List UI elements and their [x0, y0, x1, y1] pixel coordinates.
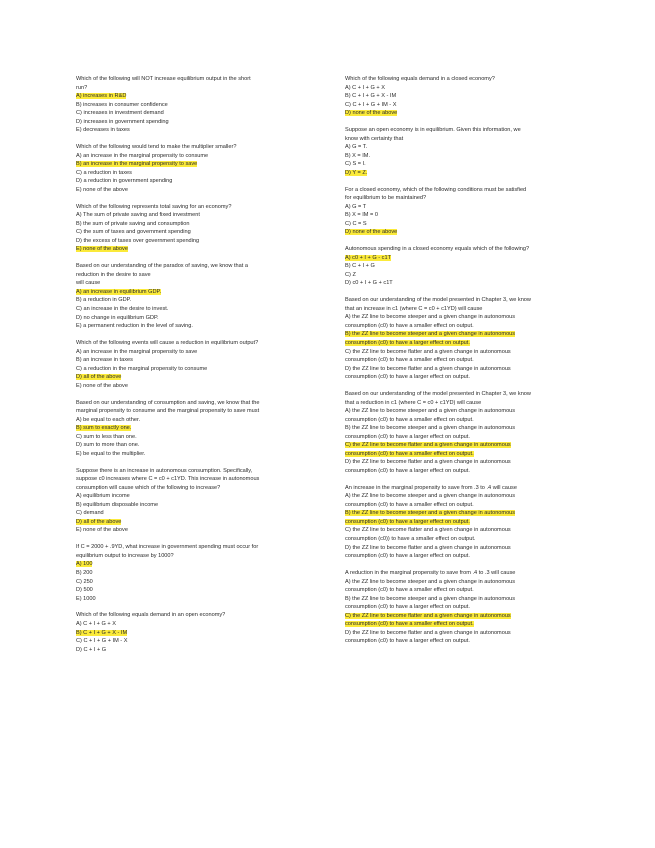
answer-option — [345, 637, 585, 646]
answer-option-text: B) the ZZ line to become steeper and a given change in autonomous — [345, 331, 516, 338]
answer-option — [345, 262, 585, 271]
answer-option-text: C) an increase in the desire to invest. — [76, 306, 169, 313]
answer-option — [345, 407, 585, 416]
answer-option-highlighted — [345, 330, 585, 339]
answer-option-text: consumption (c0) to have a larger effect on output. — [345, 467, 470, 474]
answer-option — [76, 126, 316, 135]
answer-option — [345, 160, 585, 169]
answer-option-text: B) C + I + G — [345, 263, 375, 270]
answer-option-text: E) none of the above — [76, 246, 128, 253]
answer-option-text: A) an increase in the marginal propensity to consume — [76, 152, 209, 159]
answer-option-text: D) the ZZ line to become flatter and a given change in autonomous — [345, 459, 511, 466]
answer-option — [76, 578, 316, 587]
answer-option — [345, 416, 585, 425]
answer-option-text: consumption (c0) to have a smaller effect on output. — [345, 416, 474, 423]
answer-option — [76, 305, 316, 314]
answer-option — [76, 169, 316, 178]
answer-option-highlighted — [76, 629, 316, 638]
answer-option — [345, 501, 585, 510]
answer-option — [76, 211, 316, 220]
answer-option-highlighted — [76, 518, 316, 527]
answer-option-text: consumption (c0) to have a larger effect on output. — [345, 374, 470, 381]
answer-option-text: C) the ZZ line to become flatter and a given change in autonomous — [345, 612, 511, 619]
answer-option-text: C) a reduction in taxes — [76, 169, 132, 176]
question-text: Which of the following will NOT increase equilibrium output in the short — [76, 76, 251, 82]
answer-option — [76, 118, 316, 127]
answer-option-text: C) C + I + G + IM - X — [76, 638, 128, 645]
question-block — [345, 245, 585, 288]
left-column — [76, 75, 316, 662]
answer-option — [76, 109, 316, 118]
answer-option — [76, 595, 316, 604]
answer-option — [76, 433, 316, 442]
answer-option-text: consumption (c0) to have a larger effect on output. — [345, 604, 470, 611]
answer-option — [76, 228, 316, 237]
question-text: Based on our understanding of the paradox of saving, we know that a — [76, 263, 248, 270]
answer-option-text: C) a reduction in the marginal propensity to consume — [76, 365, 208, 372]
answer-option-text: A) the ZZ line to become steeper and a given change in autonomous — [345, 408, 516, 415]
answer-option-text: A) G = T. — [345, 144, 368, 151]
question-text: that a reduction in c1 (where C = c0 + c1YD) will cause — [345, 399, 482, 406]
answer-option — [76, 526, 316, 535]
question-text: Suppose an open economy is in equilibrium. Given this information, we — [345, 127, 521, 134]
question-block — [76, 262, 316, 330]
answer-option-text: D) all of the above — [76, 374, 122, 381]
answer-option-text: E) decreases in taxes — [76, 127, 130, 134]
question-text: for equilibrium to be maintained? — [345, 195, 427, 202]
answer-option — [345, 629, 585, 638]
question-text: run? — [76, 84, 88, 91]
question-text: consumption will cause which of the following to increase? — [76, 484, 221, 491]
answer-option-text: D) the ZZ line to become flatter and a given change in autonomous — [345, 365, 511, 372]
answer-option-text: C) the sum of taxes and government spending — [76, 229, 191, 236]
answer-option-highlighted — [76, 288, 316, 297]
answer-option-text: consumption (c0) to have a smaller effect on output. — [345, 501, 474, 508]
question-text: Which of the following equals demand in a closed economy? — [345, 76, 495, 82]
answer-option — [76, 646, 316, 655]
answer-option — [345, 84, 585, 93]
question-block — [345, 186, 585, 237]
answer-option-highlighted — [345, 254, 585, 263]
answer-option-highlighted — [76, 160, 316, 169]
answer-option-text: consumption (c0) to have a larger effect on output. — [345, 553, 470, 560]
answer-option — [345, 143, 585, 152]
answer-option-text: C) the ZZ line to become flatter and a given change in autonomous — [345, 442, 511, 449]
answer-option — [345, 458, 585, 467]
answer-option-text: C) Z — [345, 271, 356, 278]
answer-option-text: B) sum to exactly one. — [76, 425, 132, 432]
answer-option — [76, 365, 316, 374]
answer-option-text: E) none of the above — [76, 186, 128, 193]
answer-option-text: consumption (c0) to have a larger effect on output. — [345, 339, 470, 346]
question-text: Autonomous spending in a closed economy equals which of the following? — [345, 246, 530, 253]
answer-option — [345, 373, 585, 382]
answer-option — [76, 314, 316, 323]
answer-option-text: D) none of the above — [345, 110, 398, 117]
answer-option-text: C) increases in investment demand — [76, 110, 164, 117]
answer-option — [345, 433, 585, 442]
answer-option-text: B) the ZZ line to become steeper and a given change in autonomous — [345, 595, 516, 602]
answer-option-text: D) c0 + I + G + c1T — [345, 280, 393, 287]
answer-option — [76, 237, 316, 246]
answer-option — [76, 441, 316, 450]
answer-option-text: A) c0 + I + G - c1T — [345, 254, 392, 261]
answer-option — [76, 186, 316, 195]
answer-option-text: B) the ZZ line to become steeper and a given change in autonomous — [345, 510, 516, 517]
question-text: Based on our understanding of the model presented in Chapter 3, we know — [345, 297, 531, 304]
question-block — [76, 339, 316, 390]
question-text: Which of the following equals demand in an open economy? — [76, 612, 226, 619]
question-text: Which of the following would tend to make the multiplier smaller? — [76, 144, 237, 151]
answer-option-text: A) G = T — [345, 203, 367, 210]
answer-option-text: C) 250 — [76, 578, 93, 585]
answer-option — [76, 569, 316, 578]
question-block — [76, 467, 316, 535]
question-text: Based on our understanding of consumption and saving, we know that the — [76, 399, 260, 406]
answer-option — [345, 424, 585, 433]
answer-option-highlighted — [345, 450, 585, 459]
answer-option — [76, 356, 316, 365]
question-block — [345, 75, 585, 118]
answer-option-text: C) C + I + G + IM - X — [345, 101, 397, 108]
answer-option-text: D) none of the above — [345, 229, 398, 236]
answer-option — [76, 637, 316, 646]
answer-option-text: D) sum to more than one. — [76, 442, 140, 449]
answer-option-text: D) no change in equilibrium GDP. — [76, 314, 159, 321]
answer-option-highlighted — [345, 518, 585, 527]
question-text: marginal propensity to consume and the marginal propensity to save must — [76, 408, 260, 415]
answer-option — [76, 101, 316, 110]
answer-option — [76, 382, 316, 391]
answer-option-text: A) increases in R&D — [76, 93, 127, 100]
answer-option-text: C) the ZZ line to become flatter and a given change in autonomous — [345, 348, 511, 355]
answer-option-highlighted — [345, 169, 585, 178]
question-block — [345, 126, 585, 177]
answer-option — [345, 578, 585, 587]
answer-option-text: D) increases in government spending — [76, 118, 169, 125]
question-text: A reduction in the marginal propensity to save from .4 to .3 will cause — [345, 569, 516, 576]
answer-option — [345, 595, 585, 604]
answer-option-text: D) 500 — [76, 587, 93, 594]
answer-option — [76, 492, 316, 501]
question-text: Suppose there is an increase in autonomous consumption. Specifically, — [76, 467, 253, 474]
answer-option-text: C) sum to less than one. — [76, 433, 137, 440]
answer-option-text: C) S = I. — [345, 161, 366, 168]
answer-option-text: D) all of the above — [76, 518, 122, 525]
question-block — [345, 390, 585, 475]
answer-option — [76, 152, 316, 161]
answer-option-text: D) the excess of taxes over government spending — [76, 237, 200, 244]
answer-option — [345, 526, 585, 535]
answer-option-highlighted — [345, 109, 585, 118]
answer-option-text: A) the ZZ line to become steeper and a given change in autonomous — [345, 314, 516, 321]
answer-option-text: A) an increase in the marginal propensity to save — [76, 348, 198, 355]
answer-option — [345, 313, 585, 322]
answer-option-text: A) the ZZ line to become steeper and a given change in autonomous — [345, 578, 516, 585]
answer-option-highlighted — [345, 441, 585, 450]
answer-option — [345, 152, 585, 161]
answer-option-text: A) The sum of private saving and fixed investment — [76, 212, 200, 219]
answer-option — [345, 603, 585, 612]
answer-option-text: C) C = S — [345, 220, 367, 227]
answer-option-text: A) the ZZ line to become steeper and a given change in autonomous — [345, 493, 516, 500]
question-text: For a closed economy, which of the following conditions must be satisfied — [345, 186, 527, 193]
answer-option-text: consumption (c0) to have a smaller effect on output. — [345, 587, 474, 594]
answer-option-text: D) a reduction in government spending — [76, 178, 173, 185]
question-block — [345, 569, 585, 646]
question-block — [345, 484, 585, 561]
answer-option-text: A) C + I + G + X — [345, 84, 385, 91]
answer-option — [76, 348, 316, 357]
answer-option — [345, 492, 585, 501]
question-text: A) be equal to each other. — [76, 416, 141, 423]
answer-option-text: B) the sum of private saving and consumption — [76, 220, 190, 227]
question-text: suppose c0 increases where C = c0 + c1YD. This increase in autonomous — [76, 476, 260, 483]
answer-option — [76, 620, 316, 629]
question-text: reduction in the desire to save — [76, 271, 151, 278]
answer-option-text: B) C + I + G + X - IM — [76, 629, 128, 636]
question-text: An increase in the marginal propensity to save from .3 to .4 will cause — [345, 484, 517, 491]
answer-option-text: C) the ZZ line to become flatter and a given change in autonomous — [345, 527, 511, 534]
answer-option-text: A) an increase in equilibrium GDP. — [76, 288, 162, 295]
answer-option — [345, 356, 585, 365]
answer-option — [345, 365, 585, 374]
question-text: Which of the following represents total saving for an economy? — [76, 203, 232, 210]
answer-option-highlighted — [345, 339, 585, 348]
answer-option-text: consumption (c0) to have a smaller effect on output. — [345, 621, 474, 628]
answer-option — [345, 322, 585, 331]
answer-option-text: D) the ZZ line to become flatter and a given change in autonomous — [345, 629, 511, 636]
question-block — [76, 543, 316, 603]
answer-option-text: B) 200 — [76, 569, 93, 576]
answer-option-text: A) 100 — [76, 561, 93, 568]
answer-option-text: consumption (c0)) to have a smaller effect on output. — [345, 536, 476, 543]
answer-option-text: E) none of the above — [76, 527, 128, 534]
answer-option — [345, 467, 585, 476]
answer-option — [76, 586, 316, 595]
answer-option — [76, 501, 316, 510]
answer-option-text: consumption (c0) to have a larger effect on output. — [345, 638, 470, 645]
answer-option-text: B) X = IM. — [345, 152, 371, 159]
answer-option-text: consumption (c0) to have a larger effect on output. — [345, 518, 470, 525]
answer-option — [345, 211, 585, 220]
answer-option — [345, 535, 585, 544]
question-text: If C = 2000 + .9YD, what increase in government spending must occur for — [76, 544, 259, 551]
question-block — [76, 611, 316, 654]
answer-option-highlighted — [345, 612, 585, 621]
answer-option-text: D) Y = Z. — [345, 169, 368, 176]
answer-option — [345, 552, 585, 561]
answer-option — [345, 101, 585, 110]
answer-option — [345, 586, 585, 595]
answer-option-highlighted — [76, 92, 316, 101]
answer-option-text: A) C + I + G + X — [76, 621, 116, 627]
answer-option — [345, 203, 585, 212]
answer-option-highlighted — [76, 424, 316, 433]
question-block — [76, 399, 316, 459]
answer-option-text: D) C + I + G — [76, 646, 107, 653]
answer-option-text: consumption (c0) to have a larger effect on output. — [345, 433, 470, 440]
answer-option-text: B) C + I + G + X - IM — [345, 93, 397, 100]
answer-option-text: A) equilibrium income — [76, 493, 130, 500]
answer-option-text: B) an increase in the marginal propensity to save — [76, 161, 198, 168]
question-block — [76, 143, 316, 194]
question-text: equilibrium output to increase by 1000? — [76, 552, 174, 559]
answer-option-text: B) an increase in taxes — [76, 357, 133, 364]
question-block — [345, 296, 585, 381]
answer-option-highlighted — [76, 373, 316, 382]
answer-option — [76, 450, 316, 459]
answer-option-text: E) be equal to the multiplier. — [76, 450, 146, 457]
answer-option-text: B) a reduction in GDP. — [76, 297, 132, 304]
answer-option-text: E) a permanent reduction in the level of saving. — [76, 323, 193, 330]
answer-option — [76, 509, 316, 518]
answer-option-highlighted — [345, 228, 585, 237]
answer-option-text: B) increases in consumer confidence — [76, 101, 168, 108]
answer-option — [345, 220, 585, 229]
right-column — [345, 75, 585, 654]
answer-option — [76, 177, 316, 186]
answer-option-text: consumption (c0) to have a smaller effect on output. — [345, 450, 474, 457]
answer-option — [345, 92, 585, 101]
answer-option-text: D) the ZZ line to become flatter and a given change in autonomous — [345, 544, 511, 551]
question-text: will cause — [76, 280, 101, 287]
answer-option-text: consumption (c0) to have a smaller effect on output. — [345, 357, 474, 364]
answer-option-text: E) none of the above — [76, 382, 128, 389]
answer-option — [345, 271, 585, 280]
question-text: know with certainty that — [345, 135, 404, 142]
answer-option-text: B) the ZZ line to become steeper and a given change in autonomous — [345, 425, 516, 432]
answer-option — [345, 279, 585, 288]
answer-option-highlighted — [76, 245, 316, 254]
answer-option-highlighted — [345, 509, 585, 518]
answer-option-text: E) 1000 — [76, 595, 96, 602]
answer-option-text: C) demand — [76, 510, 104, 517]
question-text: Which of the following events will cause a reduction in equilibrium output? — [76, 339, 259, 346]
answer-option-highlighted — [345, 620, 585, 629]
answer-option — [76, 296, 316, 305]
answer-option-highlighted — [76, 560, 316, 569]
answer-option — [76, 322, 316, 331]
answer-option-text: consumption (c0) to have a smaller effect on output. — [345, 322, 474, 329]
answer-option-text: B) equilibrium disposable income — [76, 501, 159, 508]
answer-option-text: B) X = IM = 0 — [345, 212, 378, 219]
question-text: that an increase in c1 (where C = c0 + c1YD) will cause — [345, 305, 483, 312]
answer-option — [345, 544, 585, 553]
answer-option — [76, 220, 316, 229]
answer-option — [345, 348, 585, 357]
question-block — [76, 75, 316, 135]
question-text: Based on our understanding of the model presented in Chapter 3, we know — [345, 390, 531, 397]
question-block — [76, 203, 316, 254]
